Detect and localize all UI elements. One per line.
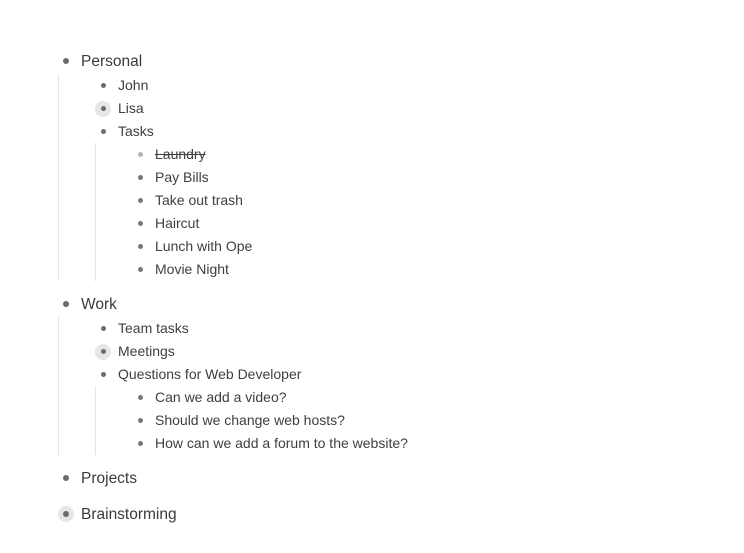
bullet-dot	[63, 511, 69, 517]
outline-item	[132, 432, 744, 455]
outline-item-row[interactable]	[132, 386, 744, 409]
outline-item	[95, 120, 744, 281]
outline-item-label[interactable]: Take out trash	[155, 192, 243, 208]
outline-item-row[interactable]	[132, 189, 744, 212]
outline-item-row[interactable]	[58, 291, 744, 317]
outline-item-row[interactable]	[132, 212, 744, 235]
bullet-dot-icon[interactable]	[95, 78, 111, 94]
bullet-dot	[138, 441, 143, 446]
outline-item-row[interactable]	[95, 97, 744, 120]
outline-item	[132, 189, 744, 212]
outline-item-row[interactable]	[132, 432, 744, 455]
outline-item	[132, 235, 744, 258]
outline-item-row[interactable]	[95, 317, 744, 340]
outline-item	[95, 363, 744, 455]
bullet-dot	[101, 349, 106, 354]
outline-item	[58, 291, 744, 455]
bullet-dot-collapsed-icon[interactable]	[95, 101, 111, 117]
outline-item-row[interactable]	[132, 143, 744, 166]
outline-item-label[interactable]: Should we change web hosts?	[155, 412, 345, 428]
outline-item-row[interactable]	[132, 258, 744, 281]
outline-item	[95, 317, 744, 340]
bullet-dot-icon[interactable]	[58, 53, 74, 69]
outline-item-label[interactable]: Work	[81, 295, 117, 313]
bullet-dot	[138, 267, 143, 272]
bullet-dot	[138, 221, 143, 226]
outline-children	[58, 317, 744, 455]
outline-item-row[interactable]	[58, 465, 744, 491]
outline-item-label[interactable]: Movie Night	[155, 261, 229, 277]
bullet-dot-icon[interactable]	[132, 390, 148, 406]
bullet-dot	[138, 395, 143, 400]
bullet-dot	[138, 175, 143, 180]
bullet-dot-icon[interactable]	[95, 124, 111, 140]
outline-item-label[interactable]: Questions for Web Developer	[118, 366, 302, 382]
bullet-dot-icon[interactable]	[132, 436, 148, 452]
outline-item-row[interactable]	[95, 120, 744, 143]
outline-item	[95, 97, 744, 120]
outline-children	[58, 74, 744, 281]
bullet-dot-icon[interactable]	[132, 262, 148, 278]
bullet-dot	[138, 152, 143, 157]
bullet-dot-icon[interactable]	[58, 296, 74, 312]
bullet-dot	[63, 475, 69, 481]
outline-item-label[interactable]: Lunch with Ope	[155, 238, 253, 254]
bullet-dot-icon[interactable]	[58, 470, 74, 486]
bullet-dot-collapsed-icon[interactable]	[58, 506, 74, 522]
outline-item-label[interactable]: Personal	[81, 52, 143, 70]
bullet-dot	[138, 244, 143, 249]
outline-tree	[58, 48, 744, 527]
outline-item-row[interactable]	[132, 235, 744, 258]
outline-item-label[interactable]: How can we add a forum to the website?	[155, 435, 408, 451]
outline-item	[95, 340, 744, 363]
outline-item	[132, 212, 744, 235]
outline-item-row[interactable]	[58, 48, 744, 74]
outline-children	[95, 386, 744, 455]
outline-item-label[interactable]: Pay Bills	[155, 169, 209, 185]
bullet-dot-icon[interactable]	[132, 193, 148, 209]
bullet-dot	[101, 83, 106, 88]
outline-item	[58, 48, 744, 281]
bullet-dot	[101, 106, 106, 111]
bullet-dot-icon[interactable]	[132, 147, 148, 163]
bullet-dot-icon[interactable]	[132, 413, 148, 429]
outline-item	[58, 501, 744, 527]
outline-item-label[interactable]: Meetings	[118, 343, 175, 359]
outline-item-row[interactable]	[58, 501, 744, 527]
outline-item-label[interactable]: Projects	[81, 469, 137, 487]
bullet-dot	[138, 418, 143, 423]
outline-item-label[interactable]: Laundry	[155, 146, 206, 162]
outline-item-label[interactable]: Tasks	[118, 123, 154, 139]
bullet-dot	[101, 129, 106, 134]
bullet-dot-collapsed-icon[interactable]	[95, 344, 111, 360]
outline-item-row[interactable]	[132, 166, 744, 189]
outline-item	[95, 74, 744, 97]
outline-item-label[interactable]: Lisa	[118, 100, 144, 116]
bullet-dot-icon[interactable]	[132, 170, 148, 186]
outline-item-row[interactable]	[95, 363, 744, 386]
outline-item-label[interactable]: Haircut	[155, 215, 200, 231]
outline-item-row[interactable]	[132, 409, 744, 432]
bullet-dot	[101, 326, 106, 331]
outline-item	[58, 465, 744, 491]
bullet-dot-icon[interactable]	[95, 367, 111, 383]
outline-item-label[interactable]: John	[118, 77, 149, 93]
outline-item-label[interactable]: Brainstorming	[81, 505, 177, 523]
outline-item	[132, 166, 744, 189]
outline-item-row[interactable]	[95, 340, 744, 363]
bullet-dot	[101, 372, 106, 377]
outline-item	[132, 409, 744, 432]
outline-item-label[interactable]: Can we add a video?	[155, 389, 287, 405]
bullet-dot-icon[interactable]	[95, 321, 111, 337]
bullet-dot-icon[interactable]	[132, 216, 148, 232]
outline-item	[132, 386, 744, 409]
outline-item	[132, 143, 744, 166]
outline-item-label[interactable]: Team tasks	[118, 320, 189, 336]
bullet-dot	[63, 301, 69, 307]
bullet-dot	[63, 58, 69, 64]
outline-item	[132, 258, 744, 281]
bullet-dot-icon[interactable]	[132, 239, 148, 255]
bullet-dot	[138, 198, 143, 203]
outline-item-row[interactable]	[95, 74, 744, 97]
outline-children	[95, 143, 744, 281]
